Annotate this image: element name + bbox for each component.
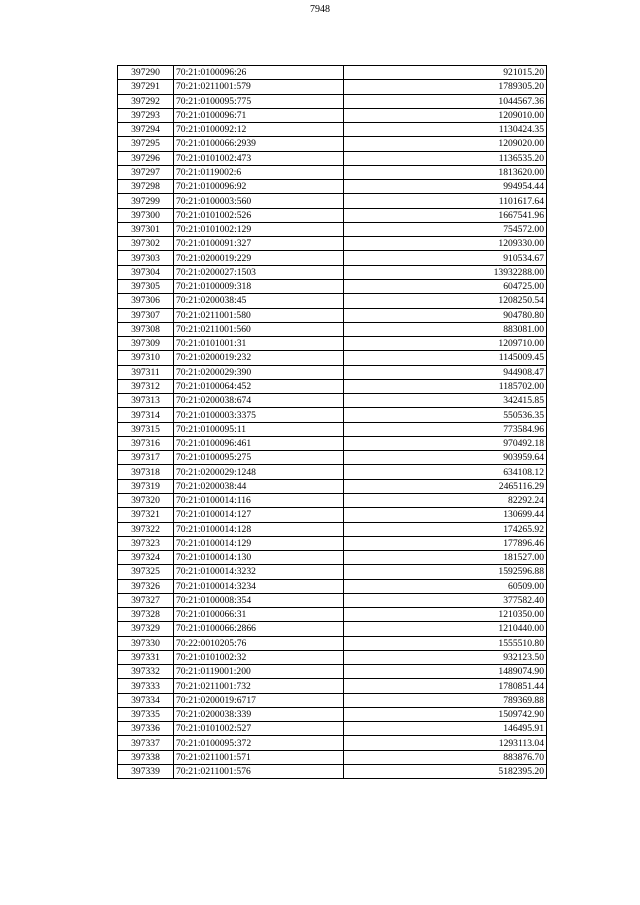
value-cell: 604725.00 [344,279,547,293]
cadastral-number-cell: 70:21:0200029:1248 [174,465,344,479]
cadastral-number-cell: 70:21:0101002:129 [174,222,344,236]
table-row [118,180,547,194]
table-row [118,222,547,236]
value-cell: 550536.35 [344,408,547,422]
table-row [118,422,547,436]
table-row [118,294,547,308]
cadastral-number-cell: 70:21:0101002:473 [174,151,344,165]
cadastral-number-cell: 70:21:0100014:128 [174,522,344,536]
cadastral-number-cell: 70:21:0211001:560 [174,322,344,336]
value-cell: 1145009.45 [344,351,547,365]
table-row [118,551,547,565]
cadastral-number-cell: 70:21:0100096:461 [174,436,344,450]
cadastral-number-cell: 70:21:0100091:327 [174,237,344,251]
value-cell: 1209010.00 [344,108,547,122]
row-number-cell: 397302 [118,237,174,251]
row-number-cell: 397312 [118,379,174,393]
value-cell: 1101617.64 [344,194,547,208]
row-number-cell: 397324 [118,551,174,565]
row-number-cell: 397299 [118,194,174,208]
row-number-cell: 397295 [118,137,174,151]
cadastral-number-cell: 70:21:0100096:92 [174,180,344,194]
table-row [118,194,547,208]
row-number-cell: 397301 [118,222,174,236]
value-cell: 177896.46 [344,536,547,550]
table-row [118,608,547,622]
value-cell: 1813620.00 [344,165,547,179]
row-number-cell: 397292 [118,94,174,108]
value-cell: 932123.50 [344,650,547,664]
table-row [118,151,547,165]
cadastral-number-cell: 70:21:0100066:2939 [174,137,344,151]
row-number-cell: 397303 [118,251,174,265]
value-cell: 754572.00 [344,222,547,236]
row-number-cell: 397306 [118,294,174,308]
row-number-cell: 397308 [118,322,174,336]
value-cell: 130699.44 [344,508,547,522]
value-cell: 1780851.44 [344,679,547,693]
cadastral-number-cell: 70:21:0100066:2866 [174,622,344,636]
cadastral-number-cell: 70:21:0200027:1503 [174,265,344,279]
page-number: 7948 [310,4,330,15]
table-row [118,679,547,693]
cadastral-number-cell: 70:21:0200038:44 [174,479,344,493]
cadastral-number-cell: 70:21:0119001:200 [174,665,344,679]
table-row [118,750,547,764]
value-cell: 970492.18 [344,436,547,450]
row-number-cell: 397314 [118,408,174,422]
row-number-cell: 397315 [118,422,174,436]
table-row [118,94,547,108]
value-cell: 921015.20 [344,66,547,80]
value-cell: 1210440.00 [344,622,547,636]
cadastral-number-cell: 70:21:0200038:339 [174,707,344,721]
row-number-cell: 397310 [118,351,174,365]
table-row [118,508,547,522]
cadastral-number-cell: 70:21:0100095:372 [174,736,344,750]
cadastral-number-cell: 70:21:0101001:31 [174,337,344,351]
cadastral-number-cell: 70:21:0200019:229 [174,251,344,265]
row-number-cell: 397322 [118,522,174,536]
cadastral-number-cell: 70:21:0100092:12 [174,123,344,137]
row-number-cell: 397311 [118,365,174,379]
value-cell: 1555510.80 [344,636,547,650]
value-cell: 1592596.88 [344,565,547,579]
table-row [118,108,547,122]
table-row [118,165,547,179]
cadastral-number-cell: 70:21:0211001:579 [174,80,344,94]
cadastral-number-cell: 70:21:0100014:116 [174,493,344,507]
table-row [118,237,547,251]
value-cell: 944908.47 [344,365,547,379]
table-row [118,408,547,422]
cadastral-number-cell: 70:21:0100003:560 [174,194,344,208]
row-number-cell: 397298 [118,180,174,194]
row-number-cell: 397330 [118,636,174,650]
value-cell: 904780.80 [344,308,547,322]
row-number-cell: 397335 [118,707,174,721]
row-number-cell: 397307 [118,308,174,322]
cadastral-number-cell: 70:21:0100008:354 [174,593,344,607]
row-number-cell: 397294 [118,123,174,137]
table-row [118,123,547,137]
cadastral-number-cell: 70:21:0200019:6717 [174,693,344,707]
row-number-cell: 397317 [118,451,174,465]
cadastral-number-cell: 70:21:0100096:26 [174,66,344,80]
value-cell: 883876.70 [344,750,547,764]
table-row [118,736,547,750]
cadastral-number-cell: 70:21:0211001:580 [174,308,344,322]
table-row [118,337,547,351]
value-cell: 883081.00 [344,322,547,336]
value-cell: 146495.91 [344,722,547,736]
row-number-cell: 397338 [118,750,174,764]
cadastral-number-cell: 70:21:0101002:32 [174,650,344,664]
table-row [118,365,547,379]
cadastral-number-cell: 70:21:0100014:127 [174,508,344,522]
value-cell: 174265.92 [344,522,547,536]
value-cell: 1209330.00 [344,237,547,251]
table-row [118,707,547,721]
cadastral-number-cell: 70:21:0211001:732 [174,679,344,693]
table-row [118,536,547,550]
table-row [118,650,547,664]
row-number-cell: 397297 [118,165,174,179]
row-number-cell: 397291 [118,80,174,94]
table-row [118,565,547,579]
cadastral-number-cell: 70:21:0100066:31 [174,608,344,622]
cadastral-number-cell: 70:21:0100096:71 [174,108,344,122]
table-row [118,622,547,636]
value-cell: 1208250.54 [344,294,547,308]
table-row [118,722,547,736]
row-number-cell: 397333 [118,679,174,693]
value-cell: 181527.00 [344,551,547,565]
row-number-cell: 397304 [118,265,174,279]
row-number-cell: 397329 [118,622,174,636]
row-number-cell: 397321 [118,508,174,522]
row-number-cell: 397332 [118,665,174,679]
value-cell: 1130424.35 [344,123,547,137]
table-row [118,322,547,336]
value-cell: 994954.44 [344,180,547,194]
table-row [118,522,547,536]
row-number-cell: 397323 [118,536,174,550]
value-cell: 1293113.04 [344,736,547,750]
value-cell: 773584.96 [344,422,547,436]
table-row [118,279,547,293]
value-cell: 13932288.00 [344,265,547,279]
value-cell: 60509.00 [344,579,547,593]
row-number-cell: 397334 [118,693,174,707]
row-number-cell: 397319 [118,479,174,493]
table-row [118,579,547,593]
table-row [118,66,547,80]
row-number-cell: 397331 [118,650,174,664]
value-cell: 82292.24 [344,493,547,507]
row-number-cell: 397339 [118,765,174,779]
table-row [118,436,547,450]
cadastral-number-cell: 70:21:0100095:11 [174,422,344,436]
row-number-cell: 397337 [118,736,174,750]
cadastral-number-cell: 70:21:0211001:576 [174,765,344,779]
value-cell: 1667541.96 [344,208,547,222]
table-row [118,693,547,707]
value-cell: 1489074.90 [344,665,547,679]
cadastral-number-cell: 70:21:0200029:390 [174,365,344,379]
cadastral-number-cell: 70:21:0200019:232 [174,351,344,365]
cadastral-number-cell: 70:21:0200038:45 [174,294,344,308]
cadastral-number-cell: 70:21:0211001:571 [174,750,344,764]
cadastral-number-cell: 70:21:0100014:130 [174,551,344,565]
cadastral-number-cell: 70:22:0010205:76 [174,636,344,650]
table-row [118,351,547,365]
row-number-cell: 397290 [118,66,174,80]
row-number-cell: 397293 [118,108,174,122]
table-row [118,265,547,279]
cadastral-number-cell: 70:21:0100064:452 [174,379,344,393]
row-number-cell: 397318 [118,465,174,479]
value-cell: 2465116.29 [344,479,547,493]
value-cell: 377582.40 [344,593,547,607]
value-cell: 910534.67 [344,251,547,265]
cadastral-number-cell: 70:21:0100095:275 [174,451,344,465]
row-number-cell: 397309 [118,337,174,351]
row-number-cell: 397305 [118,279,174,293]
registry-table [117,65,547,779]
value-cell: 342415.85 [344,394,547,408]
value-cell: 1185702.00 [344,379,547,393]
row-number-cell: 397320 [118,493,174,507]
table-row [118,379,547,393]
value-cell: 903959.64 [344,451,547,465]
row-number-cell: 397313 [118,394,174,408]
table-row [118,465,547,479]
cadastral-number-cell: 70:21:0101002:526 [174,208,344,222]
table-row [118,137,547,151]
table-row [118,665,547,679]
cadastral-number-cell: 70:21:0100014:3234 [174,579,344,593]
cadastral-number-cell: 70:21:0100095:775 [174,94,344,108]
value-cell: 1789305.20 [344,80,547,94]
table-row [118,593,547,607]
table-row [118,765,547,779]
cadastral-number-cell: 70:21:0200038:674 [174,394,344,408]
cadastral-number-cell: 70:21:0100014:129 [174,536,344,550]
value-cell: 789369.88 [344,693,547,707]
table-row [118,451,547,465]
row-number-cell: 397316 [118,436,174,450]
table-row [118,208,547,222]
value-cell: 1209710.00 [344,337,547,351]
cadastral-number-cell: 70:21:0119002:6 [174,165,344,179]
table-row [118,636,547,650]
value-cell: 1509742.90 [344,707,547,721]
row-number-cell: 397328 [118,608,174,622]
cadastral-number-cell: 70:21:0100003:3375 [174,408,344,422]
value-cell: 1210350.00 [344,608,547,622]
table-row [118,308,547,322]
table-row [118,479,547,493]
cadastral-number-cell: 70:21:0100014:3232 [174,565,344,579]
value-cell: 634108.12 [344,465,547,479]
value-cell: 1136535.20 [344,151,547,165]
table-row [118,80,547,94]
row-number-cell: 397300 [118,208,174,222]
value-cell: 1044567.36 [344,94,547,108]
row-number-cell: 397326 [118,579,174,593]
row-number-cell: 397296 [118,151,174,165]
registry-table-body [118,66,547,779]
row-number-cell: 397327 [118,593,174,607]
row-number-cell: 397336 [118,722,174,736]
row-number-cell: 397325 [118,565,174,579]
cadastral-number-cell: 70:21:0101002:527 [174,722,344,736]
table-row [118,394,547,408]
table-row [118,493,547,507]
cadastral-number-cell: 70:21:0100009:318 [174,279,344,293]
value-cell: 5182395.20 [344,765,547,779]
value-cell: 1209020.00 [344,137,547,151]
table-row [118,251,547,265]
